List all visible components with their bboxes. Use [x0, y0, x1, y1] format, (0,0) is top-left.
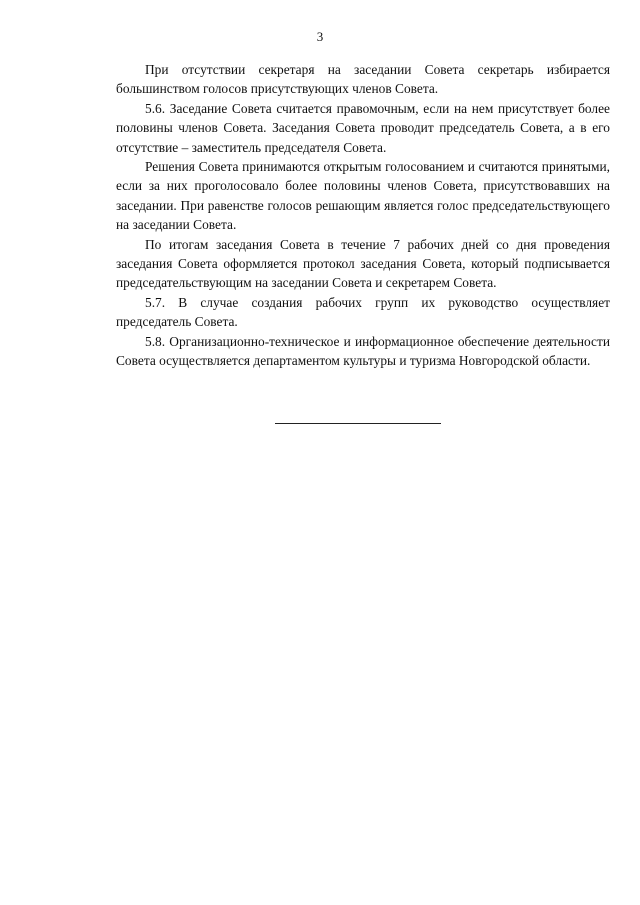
paragraph-5-6-quorum: 5.6. Заседание Совета считается правомочным, если на нем присутствует более половины членов Совета. Заседания Совета проводит председатель Совета, а в его отсутствие – заместитель председателя Совета. [116, 100, 610, 155]
document-body [116, 60, 610, 371]
page-number: 3 [316, 29, 324, 44]
paragraph-5-8-support: 5.8. Организационно-техническое и информационное обеспечение деятельности Совета осуществляется департаментом культуры и туризма Новгородской области. [116, 333, 610, 369]
closing-divider-line [275, 423, 441, 424]
paragraph-meeting-protocol: По итогам заседания Совета в течение 7 рабочих дней со дня проведения заседания Совета оформляется протокол заседания Совета, который подписывается председательствующим на заседании Совета и секретарем Совета. [116, 236, 610, 291]
paragraph-5-7-working-groups: 5.7. В случае создания рабочих групп их руководство осуществляет председатель Совета. [116, 294, 610, 330]
paragraph-decisions-voting: Решения Совета принимаются открытым голосованием и считаются принятыми, если за них проголосовало более половины членов Совета, присутствовавших на заседании. При равенстве голосов решающим является голос председательствующего на заседании Совета. [116, 159, 610, 233]
paragraph-secretary-election: При отсутствии секретаря на заседании Совета секретарь избирается большинством голосов присутствующих членов Совета. [116, 62, 610, 97]
